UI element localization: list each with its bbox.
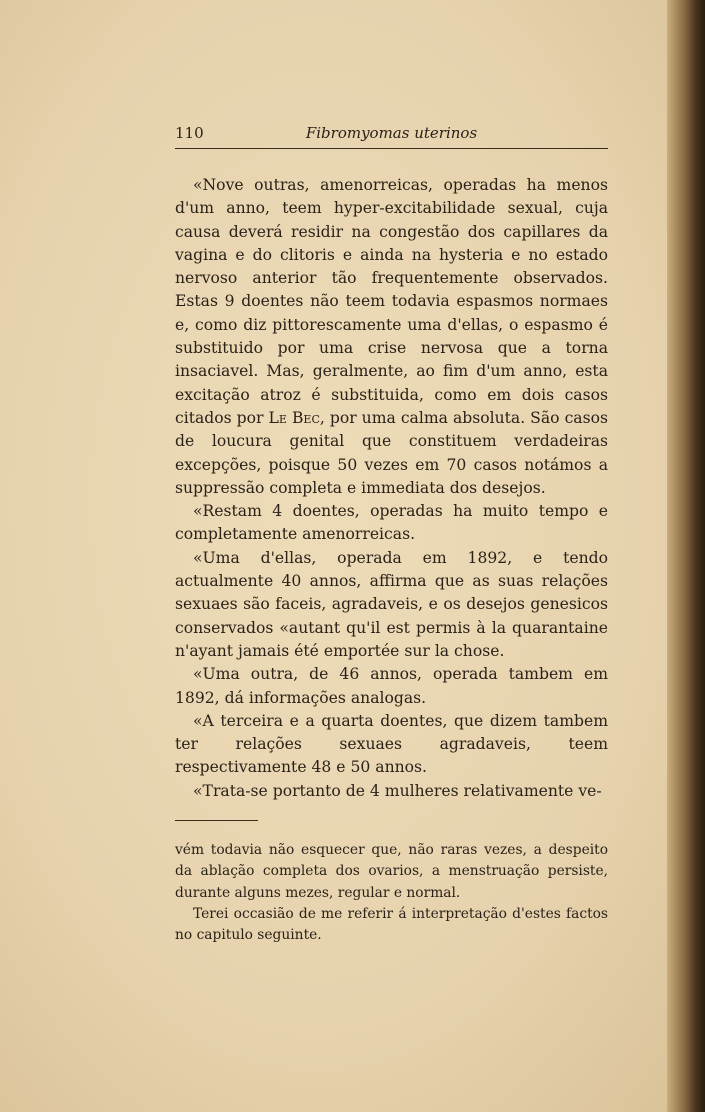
author-name: Le Bec — [268, 408, 320, 427]
running-title: Fibromyomas uterinos — [305, 124, 478, 142]
paragraph: «Nove outras, amenorreicas, operadas ha menos d'um anno, teem hyper-excitabilidade sexual, cuja causa deverá residir na congestão dos capillares da vagina e do clitoris e ainda na hysteria e no estado nervoso anterior tão frequentemente observados. Estas 9 doentes não teem todavia espasmos normaes e, como diz pittorescamente uma d'ellas, o espasmo é substituido por uma crise nervosa que a torna insaciavel. Mas, geralmente, ao fim d'um anno, esta excitação atroz é substituida, como em dois casos citados por Le Bec, por uma calma absoluta. São casos de loucura genital que constituem verdadeiras excepções, poisque 50 vezes em 70 casos notámos a suppressão completa e immediata dos desejos. — [175, 176, 608, 497]
footnote-paragraph: Terei occasião de me referir á interpretação d'estes factos no capitulo seguinte. — [175, 905, 608, 944]
page-number: 110 — [175, 124, 204, 142]
book-spine-shadow — [667, 0, 705, 1112]
page-header — [175, 124, 608, 149]
footnote-rule — [175, 820, 258, 821]
paragraph: «A terceira e a quarta doentes, que dizem tambem ter relações sexuaes agradaveis, teem respectivamente 48 e 50 annos. — [175, 711, 608, 777]
body-text — [175, 174, 608, 803]
paragraph: «Trata-se portanto de 4 mulheres relativamente ve- — [193, 781, 602, 800]
footnote — [175, 840, 608, 946]
paragraph: «Uma d'ellas, operada em 1892, e tendo actualmente 40 annos, affirma que as suas relações sexuaes são faceis, agradaveis, e os desejos genesicos conservados «autant qu'il est permis à la quarantaine n'ayant jamais été emportée sur la chose. — [175, 548, 608, 660]
footnote-paragraph: vém todavia não esquecer que, não raras vezes, a despeito da ablação completa dos ovarios, a menstruação persiste, durante alguns mezes, regular e normal. — [175, 842, 608, 901]
paragraph: «Uma outra, de 46 annos, operada tambem em 1892, dá informações analogas. — [175, 665, 608, 707]
paragraph: «Restam 4 doentes, operadas ha muito tempo e completamente amenorreicas. — [175, 502, 608, 544]
